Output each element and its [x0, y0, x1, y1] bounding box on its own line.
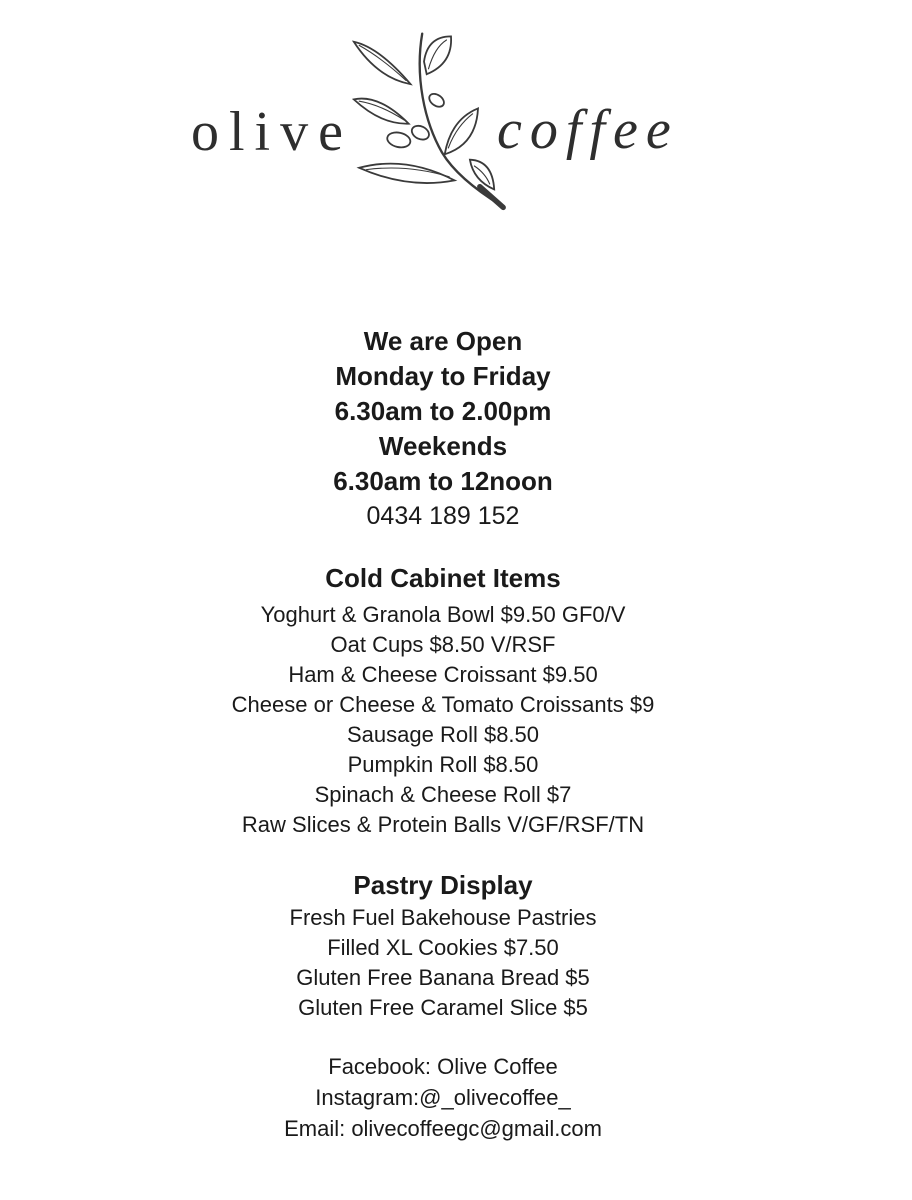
section-title-pastry-display: Pastry Display — [353, 870, 533, 900]
facebook-line: Facebook: Olive Coffee — [328, 1054, 558, 1079]
menu-item: Oat Cups $8.50 V/RSF — [330, 632, 556, 657]
opening-hours — [0, 324, 886, 499]
logo-text-coffee: coffee — [497, 99, 679, 161]
menu-item: Gluten Free Banana Bread $5 — [296, 965, 590, 990]
menu-item: Pumpkin Roll $8.50 — [347, 752, 539, 777]
hours-line-weekdays: Monday to Friday — [335, 361, 551, 391]
phone-number: 0434 189 152 — [366, 502, 520, 530]
menu-item: Spinach & Cheese Roll $7 — [314, 782, 572, 807]
menu-item: Ham & Cheese Croissant $9.50 — [288, 662, 598, 687]
section-pastry-display — [0, 868, 886, 1023]
hours-line-weekend-times: 6.30am to 12noon — [333, 466, 553, 496]
logo — [0, 0, 912, 232]
pastry-display-items — [0, 903, 886, 1023]
contact-info — [0, 1051, 886, 1144]
menu-item: Gluten Free Caramel Slice $5 — [298, 995, 588, 1020]
email-line: Email: olivecoffeegc@gmail.com — [284, 1116, 602, 1141]
section-title-cold-cabinet: Cold Cabinet Items — [325, 563, 561, 593]
cold-cabinet-items — [0, 600, 886, 840]
hours-line-open: We are Open — [363, 326, 523, 356]
hours-line-weekday-times: 6.30am to 2.00pm — [334, 396, 552, 426]
instagram-line: Instagram:@_olivecoffee_ — [315, 1085, 571, 1110]
menu-item: Raw Slices & Protein Balls V/GF/RSF/TN — [241, 812, 645, 837]
logo-text-olive: olive — [191, 101, 353, 163]
menu-item: Filled XL Cookies $7.50 — [327, 935, 559, 960]
menu-item: Cheese or Cheese & Tomato Croissants $9 — [231, 692, 655, 717]
menu-item: Sausage Roll $8.50 — [346, 722, 540, 747]
section-cold-cabinet — [0, 561, 886, 840]
menu-item: Fresh Fuel Bakehouse Pastries — [289, 905, 597, 930]
menu-item: Yoghurt & Granola Bowl $9.50 GF0/V — [260, 602, 626, 627]
hours-line-weekends: Weekends — [378, 431, 508, 461]
menu-content — [0, 324, 912, 1144]
